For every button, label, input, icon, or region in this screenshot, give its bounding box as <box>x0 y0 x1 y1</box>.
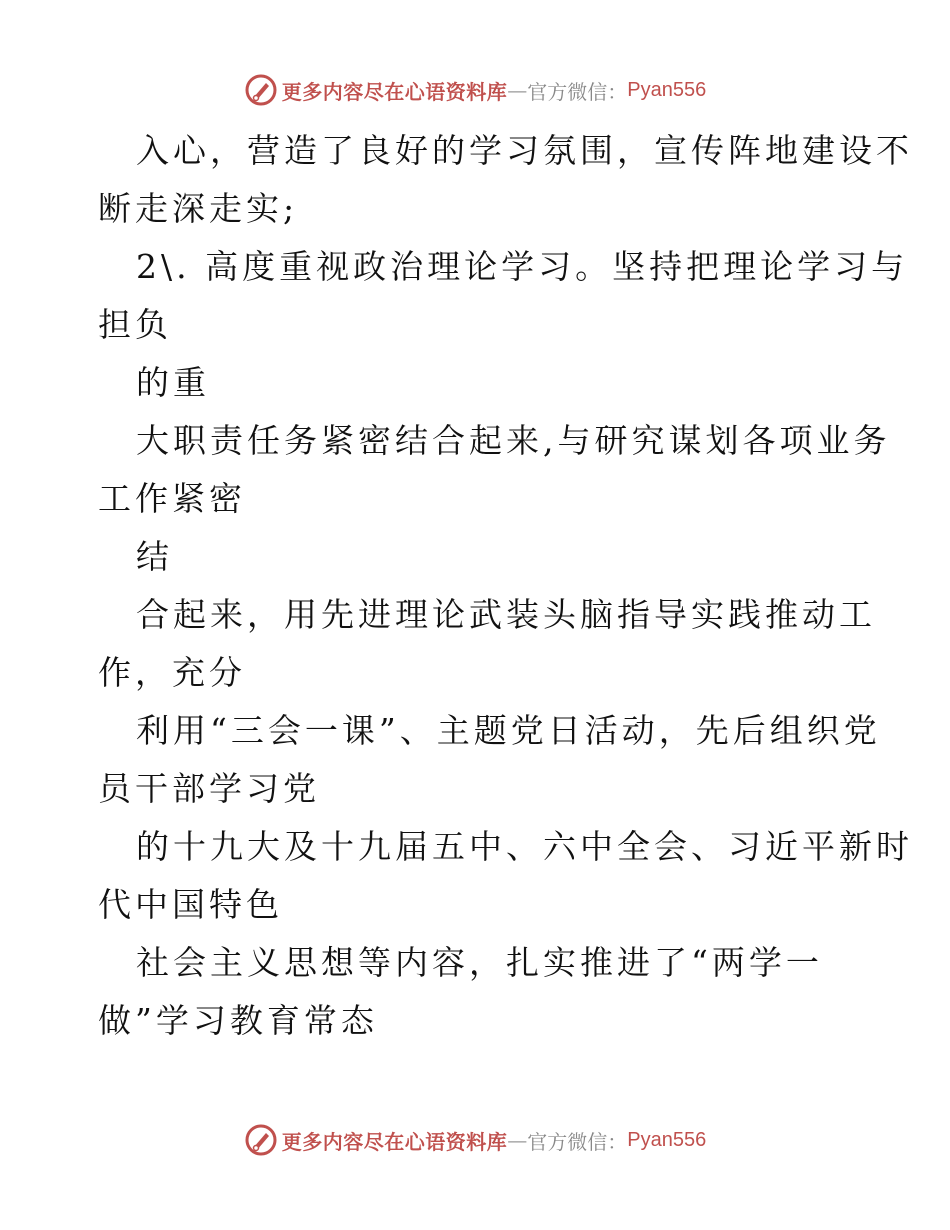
wechat-id: Pyan556 <box>627 1128 707 1151</box>
body-line: 作，充分 <box>98 653 246 692</box>
banner-text: 更多内容尽在心语资料库 <box>281 1129 508 1154</box>
body-line: 的重 <box>136 363 210 402</box>
body-line: 合起来，用先进理论武装头脑指导实践推动工 <box>136 595 876 634</box>
banner-label: 官方微信： <box>527 79 628 104</box>
document-body <box>98 122 913 1050</box>
body-line: 代中国特色 <box>98 885 283 924</box>
banner-text: 更多内容尽在心语资料库 <box>281 79 508 104</box>
body-line: 利用“三会一课”、主题党日活动，先后组织党 <box>136 711 881 750</box>
body-line: 做”学习教育常态 <box>98 1001 378 1040</box>
body-line: 员干部学习党 <box>98 769 320 808</box>
banner-separator: — <box>507 1128 528 1152</box>
pen-nib-logo-icon <box>244 73 278 107</box>
body-line: 大职责任务紧密结合起来,与研究谋划各项业务 <box>136 421 891 460</box>
body-line: 的十九大及十九届五中、六中全会、习近平新时 <box>136 827 913 866</box>
banner-separator: — <box>507 78 528 102</box>
footer-banner <box>0 1120 950 1160</box>
wechat-id: Pyan556 <box>627 78 707 101</box>
body-line: 结 <box>136 537 173 576</box>
body-line: 断走深走实; <box>98 189 299 228</box>
banner-label: 官方微信： <box>527 1129 628 1154</box>
pen-nib-logo-icon <box>244 1123 278 1157</box>
body-line: 入心，营造了良好的学习氛围，宣传阵地建设不 <box>136 131 913 170</box>
body-line: 2\. 高度重视政治理论学习。坚持把理论学习与 <box>136 247 909 286</box>
body-line: 工作紧密 <box>98 479 246 518</box>
header-banner <box>0 70 950 110</box>
body-line: 担负 <box>98 305 172 344</box>
body-line: 社会主义思想等内容，扎实推进了“两学一 <box>136 943 823 982</box>
